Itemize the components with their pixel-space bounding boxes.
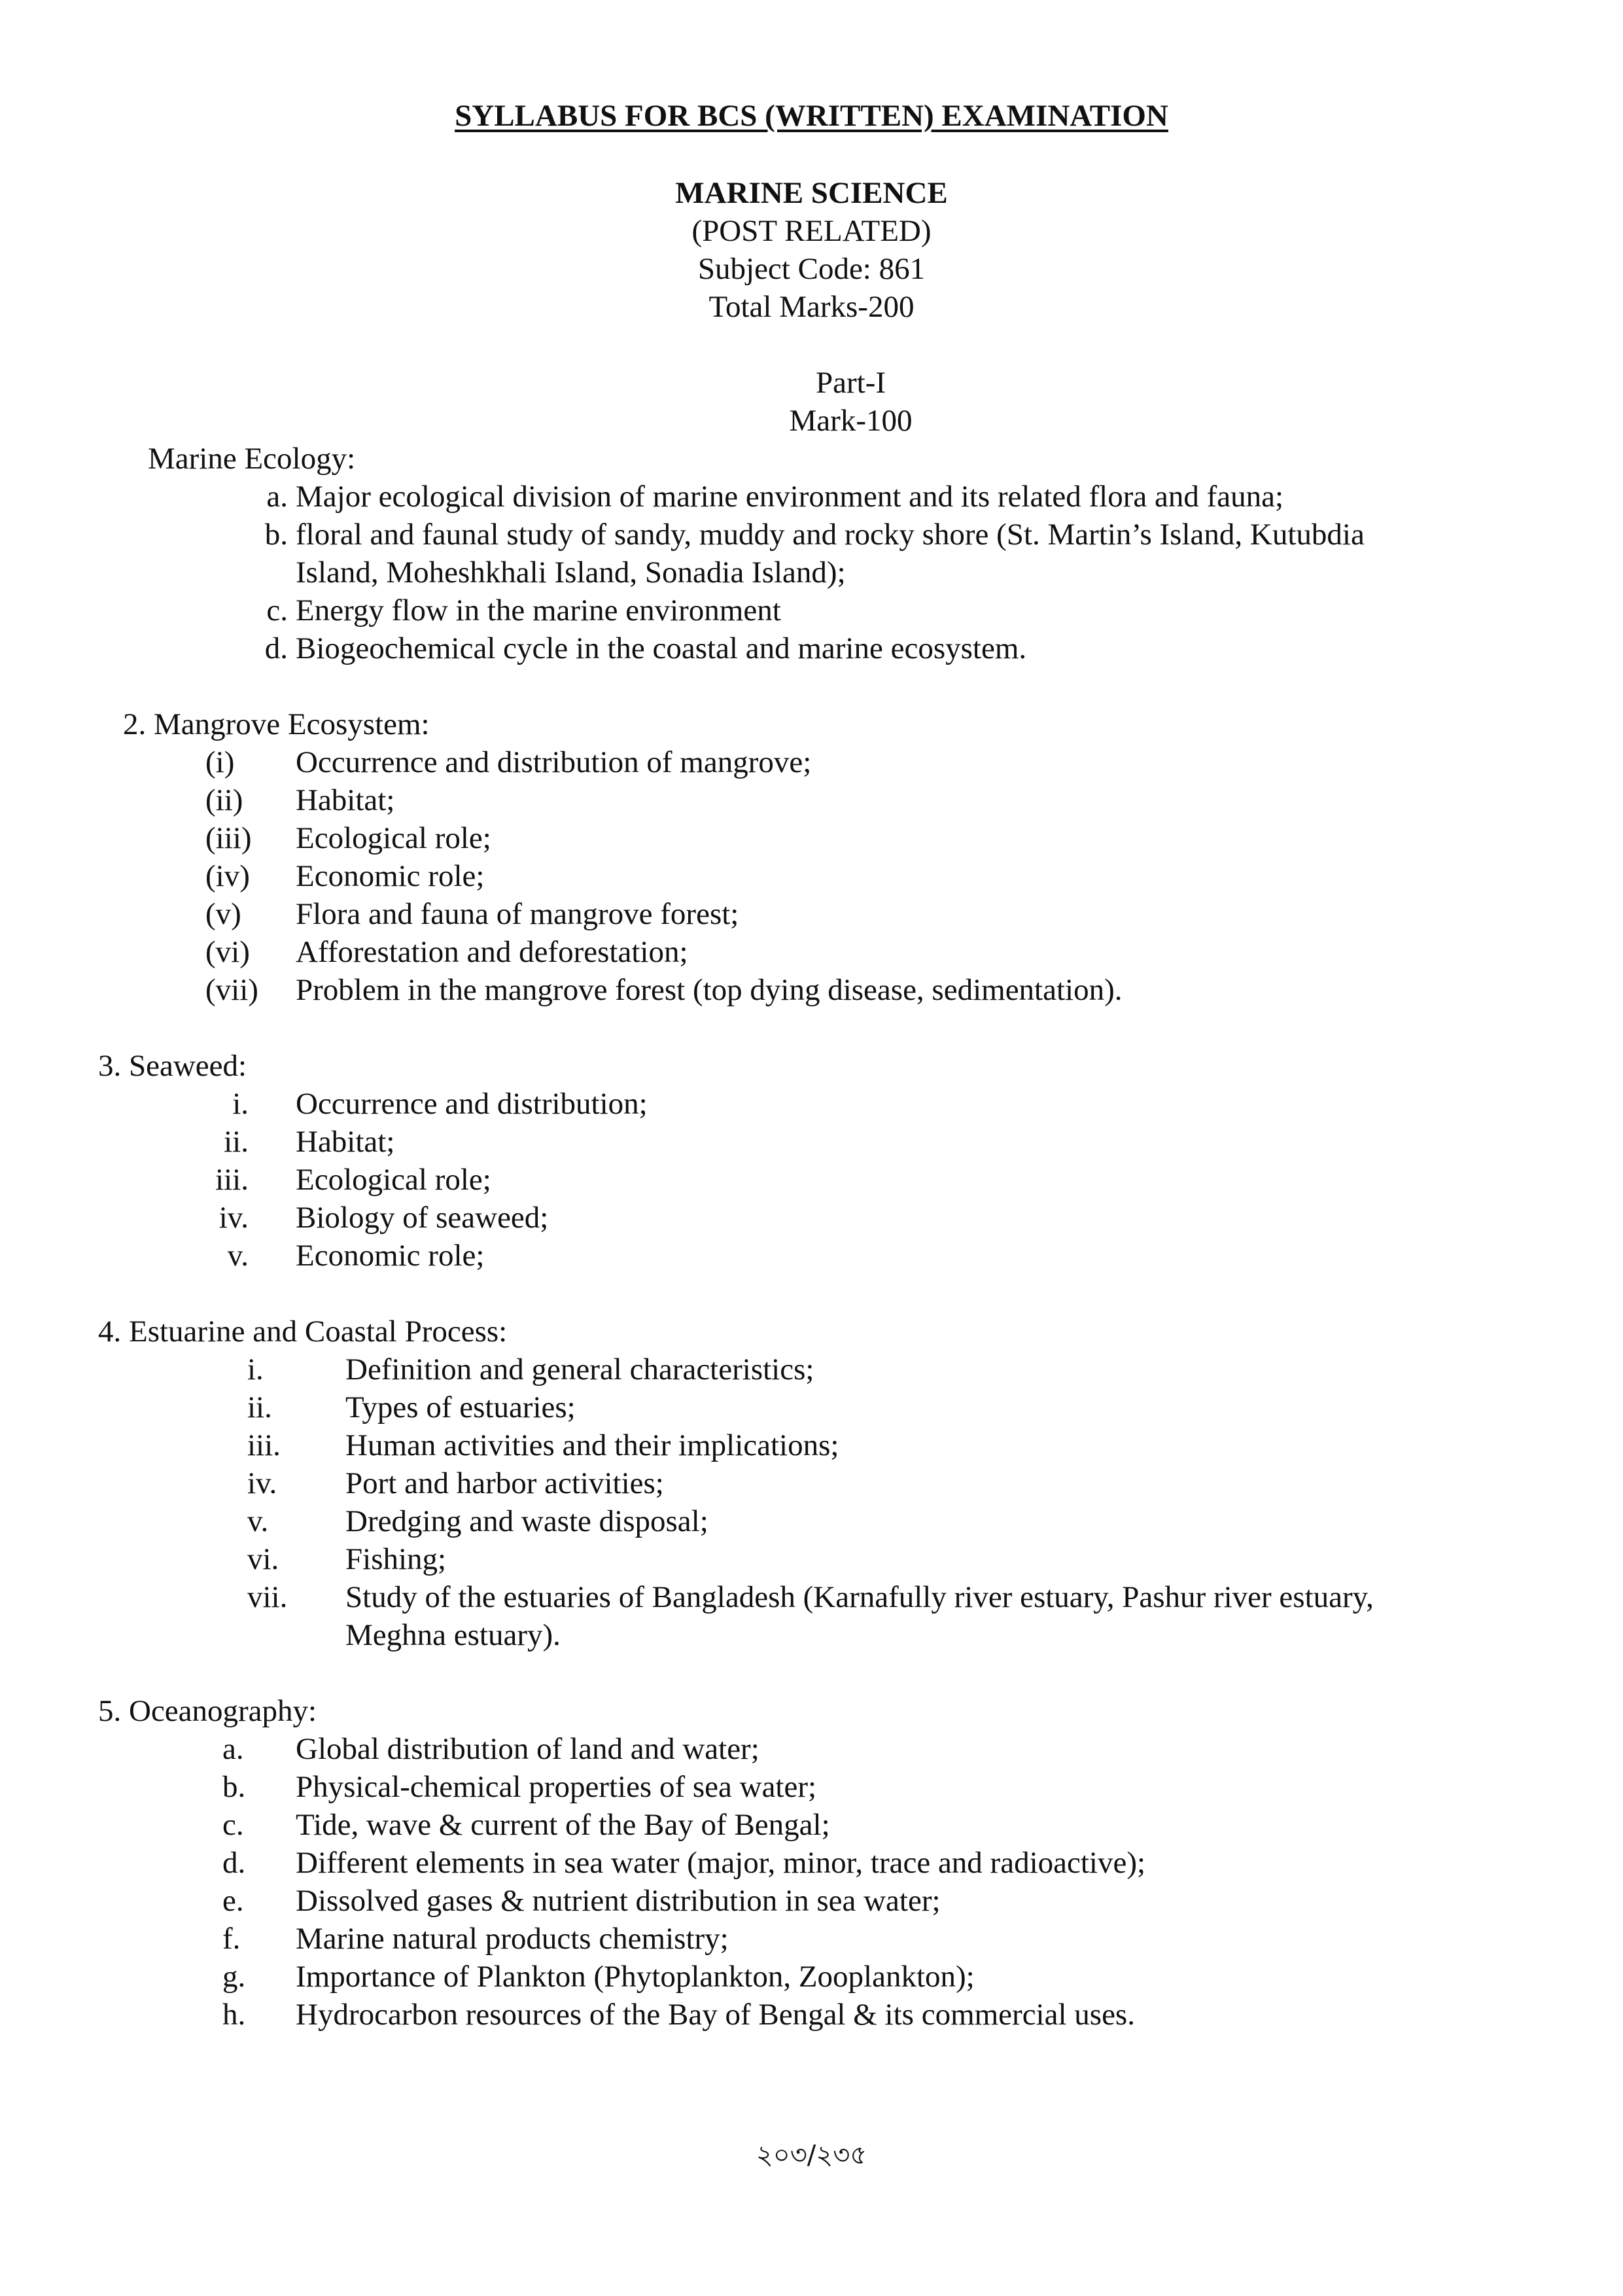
list-item-label: ii. <box>247 1390 272 1424</box>
list-item-label: v. <box>247 1504 269 1538</box>
list-item: Biogeochemical cycle in the coastal and marine ecosystem. <box>296 631 1027 665</box>
list-item: Types of estuaries; <box>345 1390 576 1424</box>
list-item: Ecological role; <box>296 821 491 855</box>
list-item-label: iv. <box>218 1201 249 1235</box>
subject-code: Subject Code: 861 <box>697 252 926 286</box>
list-item: Occurrence and distribution of mangrove; <box>296 745 812 779</box>
list-item: Fishing; <box>345 1542 447 1576</box>
list-item-label: c. <box>222 1808 244 1842</box>
list-item-label: (iii) <box>205 821 252 855</box>
list-item-label: (iv) <box>205 859 250 893</box>
list-item-label: ii. <box>224 1125 249 1159</box>
list-item: Study of the estuaries of Bangladesh (Karnafully river estuary, Pashur river estuary, <box>345 1580 1374 1614</box>
subject-name: MARINE SCIENCE <box>675 176 948 210</box>
list-item: Different elements in sea water (major, minor, trace and radioactive); <box>296 1846 1146 1880</box>
list-item-label: v. <box>227 1239 249 1273</box>
list-item-label: i. <box>232 1087 249 1121</box>
list-item-label: h. <box>222 1998 246 2032</box>
list-item: Port and harbor activities; <box>345 1466 664 1500</box>
list-item-label: f. <box>222 1922 241 1956</box>
list-item: Physical-chemical properties of sea water; <box>296 1770 817 1804</box>
list-item-label: e. <box>222 1884 244 1918</box>
list-item: Tide, wave & current of the Bay of Bengal; <box>296 1808 830 1842</box>
section-heading-estuarine-coastal: 4. Estuarine and Coastal Process: <box>98 1315 508 1349</box>
list-item-label: c. <box>266 593 288 627</box>
list-item-label: vii. <box>247 1580 288 1614</box>
list-item: Definition and general characteristics; <box>345 1352 814 1386</box>
list-item-label: iv. <box>247 1466 277 1500</box>
section-heading-oceanography: 5. Oceanography: <box>98 1694 317 1728</box>
list-item: Ecological role; <box>296 1163 491 1197</box>
list-item: Energy flow in the marine environment <box>296 593 781 627</box>
list-item: Dredging and waste disposal; <box>345 1504 708 1538</box>
list-item: Afforestation and deforestation; <box>296 935 688 969</box>
list-item: Global distribution of land and water; <box>296 1732 759 1766</box>
list-item-label: vi. <box>247 1542 279 1576</box>
list-item: Importance of Plankton (Phytoplankton, Zooplankton); <box>296 1960 975 1994</box>
list-item: Habitat; <box>296 783 395 817</box>
list-item-label: (vii) <box>205 973 258 1007</box>
page-title: SYLLABUS FOR BCS (WRITTEN) EXAMINATION <box>455 99 1168 133</box>
post-related-note: (POST RELATED) <box>691 214 932 248</box>
list-item: Dissolved gases & nutrient distribution in sea water; <box>296 1884 941 1918</box>
list-item-label: b. <box>264 518 288 552</box>
part-marks: Mark-100 <box>789 404 913 438</box>
list-item-label: iii. <box>247 1428 281 1462</box>
list-item: Biology of seaweed; <box>296 1201 549 1235</box>
list-item: Hydrocarbon resources of the Bay of Bengal & its commercial uses. <box>296 1998 1135 2032</box>
total-marks: Total Marks-200 <box>708 290 915 324</box>
list-item: Problem in the mangrove forest (top dying disease, sedimentation). <box>296 973 1123 1007</box>
list-item-label: (ii) <box>205 783 243 817</box>
section-heading-seaweed: 3. Seaweed: <box>98 1049 247 1083</box>
list-item-label: (vi) <box>205 935 250 969</box>
page-number: ২০৩/২৩৫ <box>756 2140 867 2170</box>
list-item: Habitat; <box>296 1125 395 1159</box>
list-item: Human activities and their implications; <box>345 1428 839 1462</box>
list-item: Major ecological division of marine environment and its related flora and fauna; <box>296 480 1284 514</box>
part-heading: Part-I <box>815 366 886 400</box>
list-item-continuation: Meghna estuary). <box>345 1618 561 1652</box>
section-heading-marine-ecology: Marine Ecology: <box>148 442 356 476</box>
list-item: Marine natural products chemistry; <box>296 1922 729 1956</box>
list-item-label: d. <box>264 631 288 665</box>
list-item: Flora and fauna of mangrove forest; <box>296 897 739 931</box>
list-item: floral and faunal study of sandy, muddy and rocky shore (St. Martin’s Island, Kutubdia <box>296 518 1365 552</box>
list-item: Economic role; <box>296 859 485 893</box>
list-item-label: iii. <box>215 1163 249 1197</box>
list-item: Occurrence and distribution; <box>296 1087 648 1121</box>
list-item-label: a. <box>266 480 288 514</box>
list-item-label: i. <box>247 1352 264 1386</box>
list-item-label: a. <box>222 1732 244 1766</box>
list-item-label: d. <box>222 1846 246 1880</box>
section-heading-mangrove-ecosystem: 2. Mangrove Ecosystem: <box>123 707 430 741</box>
list-item-label: g. <box>222 1960 246 1994</box>
list-item-label: (v) <box>205 897 241 931</box>
list-item-label: b. <box>222 1770 246 1804</box>
list-item-continuation: Island, Moheshkhali Island, Sonadia Island); <box>296 556 846 590</box>
list-item-label: (i) <box>205 745 235 779</box>
list-item: Economic role; <box>296 1239 485 1273</box>
